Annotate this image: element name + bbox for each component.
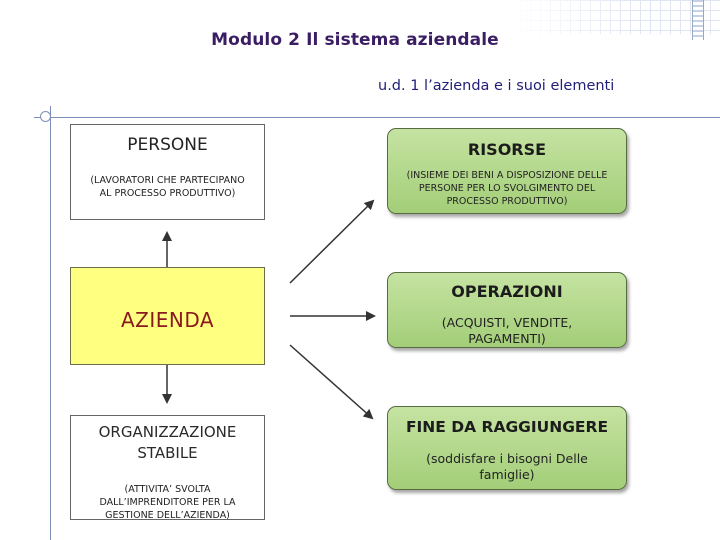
fine-title: FINE DA RAGGIUNGERE <box>405 418 609 436</box>
persone-title: PERSONE <box>127 135 208 155</box>
persone-description: (LAVORATORI CHE PARTECIPANO AL PROCESSO PRODUTTIVO) <box>90 175 245 199</box>
risorse-description: (INSIEME DEI BENI A DISPOSIZIONE DELLE PERSONE PER LO SVOLGIMENTO DEL PROCESSO PRODUTTIVO) <box>406 170 608 207</box>
slide-title: Modulo 2 Il sistema aziendale <box>211 30 499 50</box>
operazioni-description: (ACQUISTI, VENDITE, PAGAMENTI) <box>441 315 573 346</box>
organizzazione-title: ORGANIZZAZIONE STABILE <box>98 423 237 462</box>
arrow-to-risorse <box>290 201 373 283</box>
azienda-label: AZIENDA <box>120 308 215 332</box>
risorse-title: RISORSE <box>467 140 547 159</box>
operazioni-title: OPERAZIONI <box>451 282 563 301</box>
arrow-to-fine <box>290 345 372 418</box>
fine-description: (soddisfare i bisogni Delle famiglie) <box>426 451 588 482</box>
organizzazione-description: (ATTIVITA’ SVOLTA DALL’IMPRENDITORE PER LA GESTIONE DELL’AZIENDA) <box>99 484 236 521</box>
slide-subtitle: u.d. 1 l’azienda e i suoi elementi <box>378 78 615 94</box>
